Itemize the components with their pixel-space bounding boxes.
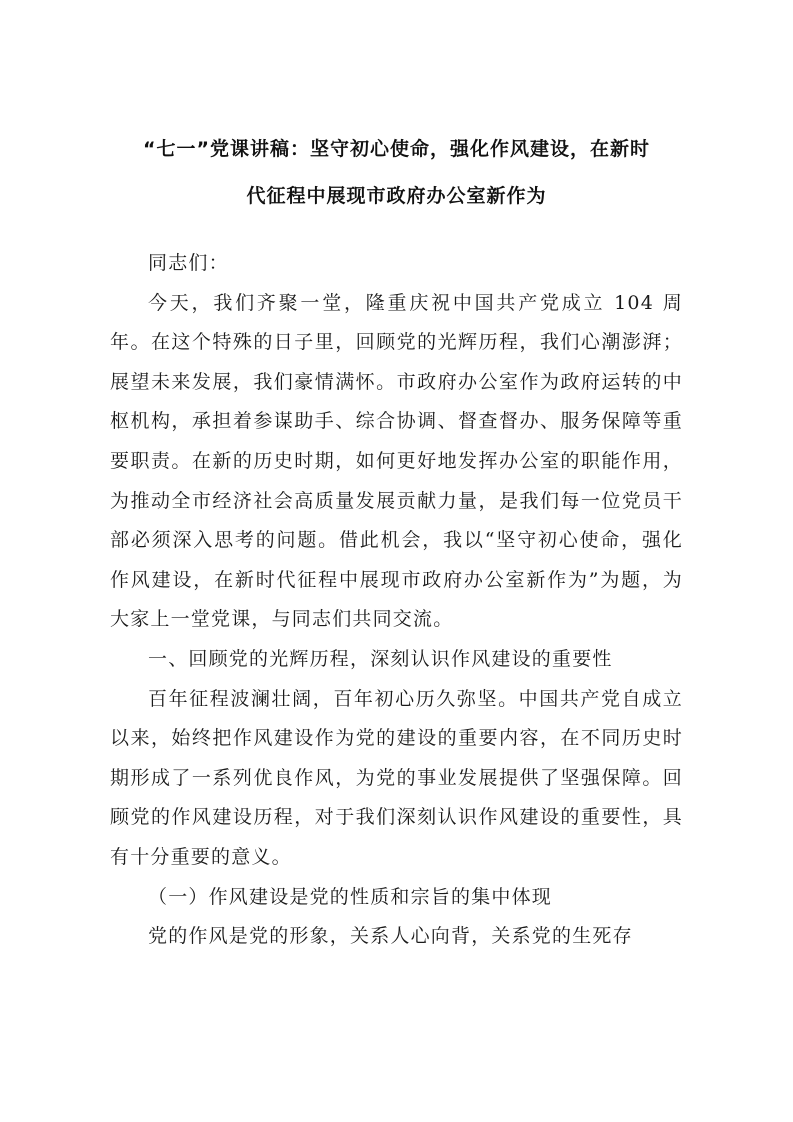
title-line-2: 代征程中展现市政府办公室新作为 (246, 185, 547, 207)
document-body (110, 244, 683, 957)
section-heading: 一、回顾党的光辉历程，深刻认识作风建设的重要性 (148, 647, 613, 670)
salutation: 同志们： (148, 252, 229, 274)
section-paragraph: 百年征程波澜壮阔，百年初心历久弥坚。中国共产党自成立以来，始终把作风建设作为党的建设的重要内容，在不同历史时期形成了一系列优良作风，为党的事业发展提供了坚强保障。回顾党的作风建设历程，对于我们深刻认识作风建设的重要性，具有十分重要的意义。 (110, 687, 683, 868)
subsection-paragraph: 党的作风是党的形象，关系人心向背，关系党的生死存 (148, 925, 633, 948)
title-line-1: “七一”党课讲稿：坚守初心使命，强化作风建设，在新时 (143, 138, 650, 160)
subsection-heading: （一）作风建设是党的性质和宗旨的集中体现 (148, 885, 553, 908)
intro-paragraph: 今天，我们齐聚一堂，隆重庆祝中国共产党成立 104 周年。在这个特殊的日子里，回顾党的光辉历程，我们心潮澎湃；展望未来发展，我们豪情满怀。市政府办公室作为政府运转的中枢机构，承担着参谋助手、综合协调、督查督办、服务保障等重要职责。在新的历史时期，如何更好地发挥办公室的职能作用，为推动全市经济社会高质量发展贡献力量，是我们每一位党员干部必须深入思考的问题。借此机会，我以“坚守初心使命，强化作风建设，在新时代征程中展现市政府办公室新作为”为题，为大家上一堂党课，与同志们共同交流。 (110, 291, 683, 631)
document-title (110, 126, 683, 220)
